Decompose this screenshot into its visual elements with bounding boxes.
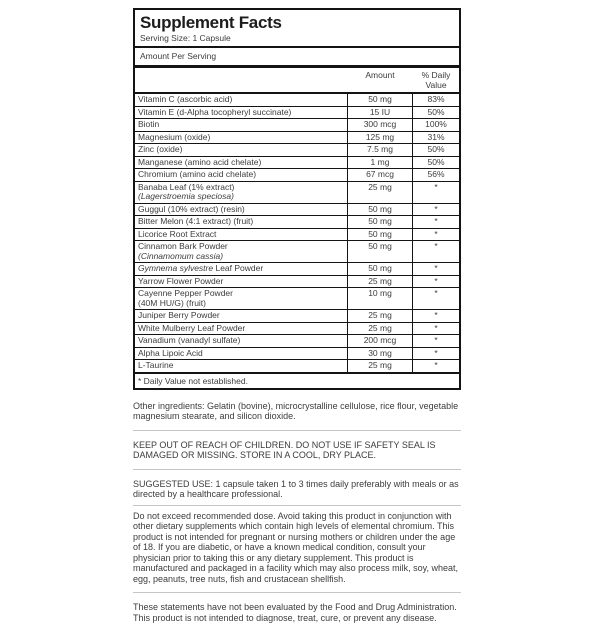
facts-header xyxy=(135,10,459,46)
ingredient-name: L-Taurine xyxy=(135,360,347,372)
table-row xyxy=(135,309,459,322)
table-row xyxy=(135,262,459,275)
table-row xyxy=(135,143,459,156)
ingredient-daily-value: 56% xyxy=(413,169,459,181)
column-header-row xyxy=(135,68,459,92)
table-row xyxy=(135,118,459,131)
ingredient-name: Magnesium (oxide) xyxy=(135,132,347,144)
divider xyxy=(133,592,461,593)
table-row xyxy=(135,94,459,106)
table-row xyxy=(135,106,459,119)
table-row xyxy=(135,359,459,372)
ingredient-name: Vitamin E (d-Alpha tocopheryl succinate) xyxy=(135,107,347,119)
table-row xyxy=(135,322,459,335)
ingredient-amount: 10 mg xyxy=(347,288,413,309)
table-row xyxy=(135,215,459,228)
ingredient-amount: 25 mg xyxy=(347,276,413,288)
table-row xyxy=(135,347,459,360)
ingredient-daily-value: * xyxy=(413,360,459,372)
ingredient-amount: 50 mg xyxy=(347,94,413,106)
suggested-use-text: SUGGESTED USE: 1 capsule taken 1 to 3 times daily preferably with meals or as directed by a healthcare professional. xyxy=(133,479,461,500)
ingredient-name: Chromium (amino acid chelate) xyxy=(135,169,347,181)
ingredient-amount: 25 mg xyxy=(347,360,413,372)
child-warning-text: KEEP OUT OF REACH OF CHILDREN. DO NOT USE IF SAFETY SEAL IS DAMAGED OR MISSING. STORE IN A COOL, DRY PLACE. xyxy=(133,440,461,461)
table-row xyxy=(135,334,459,347)
ingredient-daily-value: * xyxy=(413,263,459,275)
ingredient-daily-value: * xyxy=(413,182,459,203)
ingredient-name: Cayenne Pepper Powder (40M HU/G) (fruit) xyxy=(135,288,347,309)
ingredient-amount: 30 mg xyxy=(347,348,413,360)
column-header-amount: Amount xyxy=(347,71,413,81)
ingredient-name: Gymnema sylvestre Leaf Powder xyxy=(135,263,347,275)
ingredient-name: Juniper Berry Powder xyxy=(135,310,347,322)
ingredient-amount: 50 mg xyxy=(347,229,413,241)
ingredient-amount: 50 mg xyxy=(347,204,413,216)
label-footer xyxy=(133,401,461,623)
table-row xyxy=(135,228,459,241)
ingredient-daily-value: * xyxy=(413,229,459,241)
table-row xyxy=(135,181,459,203)
ingredient-name: Zinc (oxide) xyxy=(135,144,347,156)
ingredient-name: Bitter Melon (4:1 extract) (fruit) xyxy=(135,216,347,228)
ingredient-name: Biotin xyxy=(135,119,347,131)
table-row xyxy=(135,240,459,262)
ingredient-amount: 200 mcg xyxy=(347,335,413,347)
supplement-rows xyxy=(135,92,459,372)
ingredient-name: Vitamin C (ascorbic acid) xyxy=(135,94,347,106)
ingredient-name: White Mulberry Leaf Powder xyxy=(135,323,347,335)
ingredient-daily-value: * xyxy=(413,310,459,322)
ingredient-amount: 25 mg xyxy=(347,323,413,335)
caution-text: Do not exceed recommended dose. Avoid taking this product in conjunction with other dietary supplements which contain high levels of elemental chromium. This product is not intended for pregnant or nursing mothers or children under the age of 18. If you are diabetic, or have a known medical condition, consult your physician prior to taking this or any dietary supplement. This product is manufactured and packaged in a facility which may also process milk, soy, wheat, egg, peanuts, tree nuts, fish and crustacean shellfish. xyxy=(133,511,461,585)
ingredient-daily-value: 83% xyxy=(413,94,459,106)
ingredient-name: Yarrow Flower Powder xyxy=(135,276,347,288)
ingredient-daily-value: 50% xyxy=(413,144,459,156)
column-header-daily-value: % Daily Value xyxy=(413,71,459,90)
ingredient-name: Guggul (10% extract) (resin) xyxy=(135,204,347,216)
ingredient-amount: 7.5 mg xyxy=(347,144,413,156)
ingredient-amount: 25 mg xyxy=(347,310,413,322)
ingredient-name: Manganese (amino acid chelate) xyxy=(135,157,347,169)
fda-disclaimer-text: These statements have not been evaluated by the Food and Drug Administration. This product is not intended to diagnose, treat, cure, or prevent any disease. xyxy=(133,602,461,623)
ingredient-daily-value: * xyxy=(413,216,459,228)
daily-value-footnote: * Daily Value not established. xyxy=(135,372,459,388)
ingredient-amount: 50 mg xyxy=(347,241,413,262)
divider xyxy=(133,469,461,470)
ingredient-daily-value: 100% xyxy=(413,119,459,131)
ingredient-amount: 50 mg xyxy=(347,216,413,228)
ingredient-daily-value: 31% xyxy=(413,132,459,144)
ingredient-amount: 300 mcg xyxy=(347,119,413,131)
divider xyxy=(133,430,461,431)
table-row xyxy=(135,168,459,181)
divider xyxy=(133,505,461,506)
amount-per-serving-label: Amount Per Serving xyxy=(135,46,459,65)
ingredient-amount: 15 IU xyxy=(347,107,413,119)
ingredient-amount: 50 mg xyxy=(347,263,413,275)
ingredient-name: Banaba Leaf (1% extract) (Lagerstroemia speciosa) xyxy=(135,182,347,203)
ingredient-daily-value: 50% xyxy=(413,107,459,119)
ingredient-daily-value: * xyxy=(413,241,459,262)
ingredient-name: Licorice Root Extract xyxy=(135,229,347,241)
ingredient-daily-value: 50% xyxy=(413,157,459,169)
ingredient-daily-value: * xyxy=(413,204,459,216)
serving-size: Serving Size: 1 Capsule xyxy=(140,33,454,43)
ingredient-name: Cinnamon Bark Powder (Cinnamomum cassia) xyxy=(135,241,347,262)
table-row xyxy=(135,131,459,144)
ingredient-amount: 25 mg xyxy=(347,182,413,203)
ingredient-daily-value: * xyxy=(413,348,459,360)
table-row xyxy=(135,287,459,309)
supplement-facts-title: Supplement Facts xyxy=(140,14,454,32)
table-row xyxy=(135,203,459,216)
supplement-facts-panel xyxy=(133,8,461,390)
ingredient-amount: 67 mcg xyxy=(347,169,413,181)
ingredient-daily-value: * xyxy=(413,335,459,347)
ingredient-amount: 125 mg xyxy=(347,132,413,144)
ingredient-daily-value: * xyxy=(413,288,459,309)
table-row xyxy=(135,156,459,169)
ingredient-name: Alpha Lipoic Acid xyxy=(135,348,347,360)
other-ingredients-text: Other ingredients: Gelatin (bovine), microcrystalline cellulose, rice flour, vegetable magnesium stearate, and silicon dioxide. xyxy=(133,401,461,422)
ingredient-amount: 1 mg xyxy=(347,157,413,169)
ingredient-daily-value: * xyxy=(413,276,459,288)
ingredient-name: Vanadium (vanadyl sulfate) xyxy=(135,335,347,347)
table-row xyxy=(135,275,459,288)
supplement-label xyxy=(133,8,461,623)
ingredient-daily-value: * xyxy=(413,323,459,335)
